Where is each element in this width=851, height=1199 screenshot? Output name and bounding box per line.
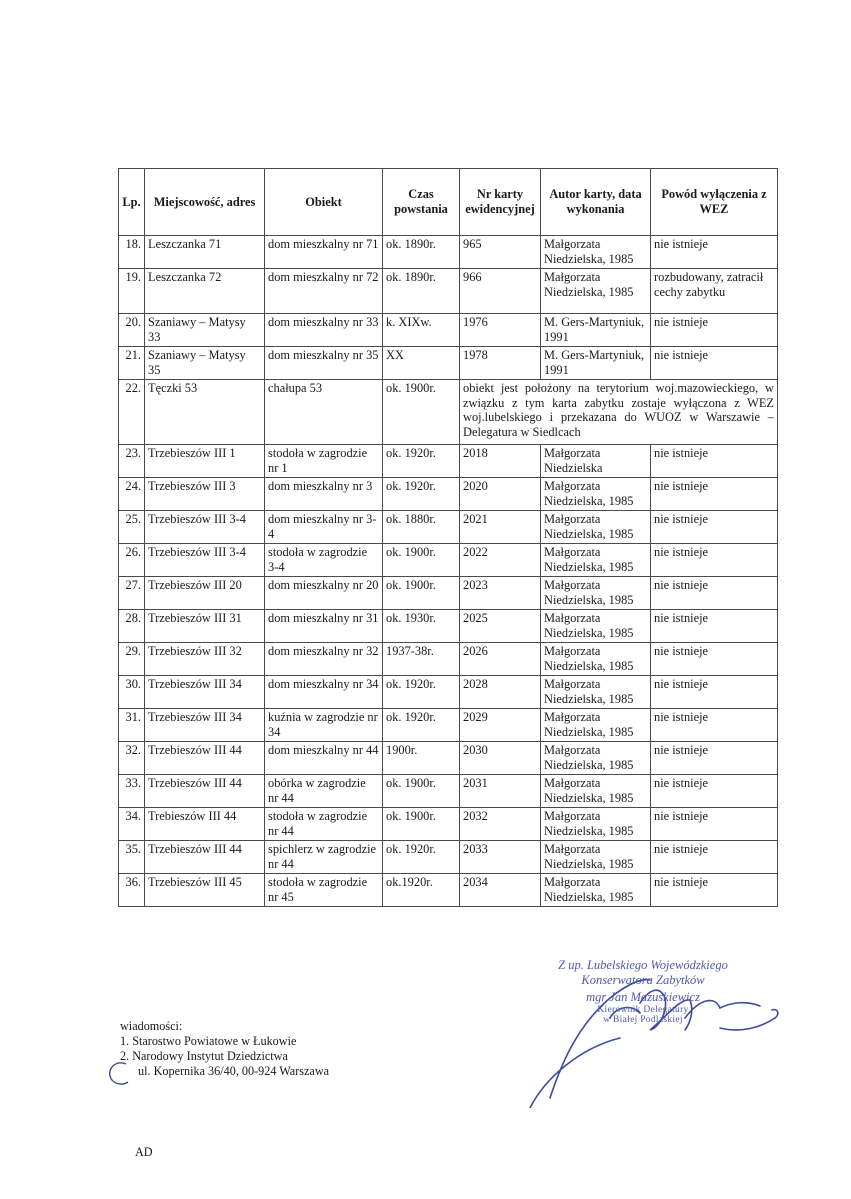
table-row <box>119 544 778 577</box>
cell-card: 2025 <box>460 610 541 643</box>
cell-place: Trzebieszów III 3-4 <box>145 511 265 544</box>
cell-card: 966 <box>460 269 541 314</box>
cell-date: ok. 1900r. <box>383 380 460 445</box>
cell-reason: nie istnieje <box>651 676 778 709</box>
cell-place: Trzebieszów III 3 <box>145 478 265 511</box>
cell-date: ok. 1900r. <box>383 808 460 841</box>
cell-card: 2030 <box>460 742 541 775</box>
cell-author: M. Gers-Martyniuk, 1991 <box>541 314 651 347</box>
cell-date: ok. 1920r. <box>383 709 460 742</box>
cell-lp: 28. <box>119 610 145 643</box>
table-row <box>119 874 778 907</box>
table-row <box>119 511 778 544</box>
cell-object: kuźnia w zagrodzie nr 34 <box>265 709 383 742</box>
cell-reason: nie istnieje <box>651 511 778 544</box>
cell-author: Małgorzata Niedzielska, 1985 <box>541 269 651 314</box>
cell-card: 2031 <box>460 775 541 808</box>
cell-place: Trzebieszów III 44 <box>145 841 265 874</box>
cell-reason: nie istnieje <box>651 236 778 269</box>
cell-place: Trzebieszów III 34 <box>145 676 265 709</box>
cell-card: 965 <box>460 236 541 269</box>
cell-object: dom mieszkalny nr 71 <box>265 236 383 269</box>
table-row <box>119 808 778 841</box>
table-row <box>119 841 778 874</box>
cell-author: Małgorzata Niedzielska, 1985 <box>541 808 651 841</box>
distribution-address: ul. Kopernika 36/40, 00-924 Warszawa <box>138 1064 330 1078</box>
table-header-row <box>119 169 778 236</box>
cell-date: ok. 1880r. <box>383 511 460 544</box>
cell-place: Leszczanka 72 <box>145 269 265 314</box>
table-row <box>119 347 778 380</box>
cell-author: Małgorzata Niedzielska, 1985 <box>541 874 651 907</box>
stamp-signatory: mgr Jan Mazuskiewicz <box>586 990 700 1004</box>
cell-card: 2018 <box>460 445 541 478</box>
cell-author: Małgorzata Niedzielska <box>541 445 651 478</box>
cell-lp: 22. <box>119 380 145 445</box>
cell-card: 2022 <box>460 544 541 577</box>
cell-place: Szaniawy – Matysy 35 <box>145 347 265 380</box>
header-place: Miejscowość, adres <box>145 169 265 236</box>
cell-transfer-note: obiekt jest położony na terytorium woj.mazowieckiego, w związku z tym karta zabytku zostaje wyłączona z WEZ woj.lubelskiego i przekazana do WUOZ w Warszawie – Delegatura w Siedlcach <box>460 380 778 445</box>
cell-date: ok. 1890r. <box>383 269 460 314</box>
cell-reason: nie istnieje <box>651 841 778 874</box>
cell-object: dom mieszkalny nr 3 <box>265 478 383 511</box>
cell-card: 2020 <box>460 478 541 511</box>
cell-author: Małgorzata Niedzielska, 1985 <box>541 544 651 577</box>
cell-date: 1937-38r. <box>383 643 460 676</box>
cell-lp: 18. <box>119 236 145 269</box>
cell-reason: nie istnieje <box>651 709 778 742</box>
cell-lp: 31. <box>119 709 145 742</box>
cell-place: Trzebieszów III 45 <box>145 874 265 907</box>
cell-object: dom mieszkalny nr 72 <box>265 269 383 314</box>
cell-object: obórka w zagrodzie nr 44 <box>265 775 383 808</box>
cell-date: ok. 1920r. <box>383 676 460 709</box>
cell-card: 2033 <box>460 841 541 874</box>
cell-date: ok. 1900r. <box>383 544 460 577</box>
cell-date: k. XIXw. <box>383 314 460 347</box>
table-row <box>119 445 778 478</box>
cell-reason: nie istnieje <box>651 347 778 380</box>
cell-author: Małgorzata Niedzielska, 1985 <box>541 742 651 775</box>
stamp-title: Kierownik Delegatury <box>597 1005 689 1015</box>
table-row <box>119 676 778 709</box>
distribution-item: 2. Narodowy Instytut Dziedzictwa <box>120 1049 288 1063</box>
cell-object: dom mieszkalny nr 20 <box>265 577 383 610</box>
table-row <box>119 380 778 445</box>
stamp-line: Z up. Lubelskiego Wojewódzkiego <box>558 958 728 972</box>
cell-card: 1976 <box>460 314 541 347</box>
cell-lp: 32. <box>119 742 145 775</box>
cell-reason: nie istnieje <box>651 610 778 643</box>
cell-place: Leszczanka 71 <box>145 236 265 269</box>
cell-date: ok. 1920r. <box>383 841 460 874</box>
header-reason: Powód wyłączenia z WEZ <box>651 169 778 236</box>
cell-place: Trzebieszów III 34 <box>145 709 265 742</box>
header-card-number: Nr karty ewidencyjnej <box>460 169 541 236</box>
cell-date: ok. 1890r. <box>383 236 460 269</box>
cell-object: spichlerz w zagrodzie nr 44 <box>265 841 383 874</box>
cell-object: dom mieszkalny nr 31 <box>265 610 383 643</box>
cell-object: dom mieszkalny nr 33 <box>265 314 383 347</box>
distribution-item: 1. Starostwo Powiatowe w Łukowie <box>120 1034 297 1048</box>
cell-lp: 23. <box>119 445 145 478</box>
cell-reason: nie istnieje <box>651 775 778 808</box>
table-row <box>119 742 778 775</box>
distribution-heading: wiadomości: <box>120 1019 183 1033</box>
table-row <box>119 314 778 347</box>
cell-lp: 21. <box>119 347 145 380</box>
cell-card: 2026 <box>460 643 541 676</box>
cell-object: dom mieszkalny nr 32 <box>265 643 383 676</box>
cell-place: Szaniawy – Matysy 33 <box>145 314 265 347</box>
table-row <box>119 478 778 511</box>
cell-lp: 30. <box>119 676 145 709</box>
cell-place: Trzebieszów III 3-4 <box>145 544 265 577</box>
table-row <box>119 236 778 269</box>
cell-card: 2028 <box>460 676 541 709</box>
cell-reason: rozbudowany, zatracił cechy zabytku <box>651 269 778 314</box>
table-row <box>119 709 778 742</box>
cell-date: ok. 1900r. <box>383 775 460 808</box>
cell-author: Małgorzata Niedzielska, 1985 <box>541 709 651 742</box>
cell-lp: 24. <box>119 478 145 511</box>
cell-object: stodoła w zagrodzie nr 1 <box>265 445 383 478</box>
cell-lp: 33. <box>119 775 145 808</box>
cell-object: dom mieszkalny nr 44 <box>265 742 383 775</box>
cell-author: Małgorzata Niedzielska, 1985 <box>541 478 651 511</box>
cell-date: ok.1920r. <box>383 874 460 907</box>
cell-author: Małgorzata Niedzielska, 1985 <box>541 236 651 269</box>
cell-object: stodoła w zagrodzie nr 45 <box>265 874 383 907</box>
cell-lp: 36. <box>119 874 145 907</box>
header-date: Czas powstania <box>383 169 460 236</box>
register-table <box>118 168 778 907</box>
cell-card: 2034 <box>460 874 541 907</box>
cell-object: dom mieszkalny nr 34 <box>265 676 383 709</box>
cell-card: 2021 <box>460 511 541 544</box>
cell-card: 1978 <box>460 347 541 380</box>
stamp-office: w Białej Podlaskiej <box>603 1015 683 1025</box>
cell-card: 2029 <box>460 709 541 742</box>
cell-reason: nie istnieje <box>651 478 778 511</box>
cell-card: 2032 <box>460 808 541 841</box>
cell-object: dom mieszkalny nr 35 <box>265 347 383 380</box>
cell-object: stodoła w zagrodzie 3-4 <box>265 544 383 577</box>
cell-reason: nie istnieje <box>651 445 778 478</box>
cell-place: Trzebieszów III 32 <box>145 643 265 676</box>
cell-place: Trzebieszów III 1 <box>145 445 265 478</box>
cell-author: Małgorzata Niedzielska, 1985 <box>541 610 651 643</box>
cell-date: ok. 1920r. <box>383 478 460 511</box>
cell-author: Małgorzata Niedzielska, 1985 <box>541 511 651 544</box>
cell-object: dom mieszkalny nr 3-4 <box>265 511 383 544</box>
cell-lp: 29. <box>119 643 145 676</box>
cell-card: 2023 <box>460 577 541 610</box>
table-row <box>119 643 778 676</box>
header-author: Autor karty, data wykonania <box>541 169 651 236</box>
cell-reason: nie istnieje <box>651 643 778 676</box>
cell-reason: nie istnieje <box>651 874 778 907</box>
cell-date: ok. 1900r. <box>383 577 460 610</box>
cell-author: Małgorzata Niedzielska, 1985 <box>541 676 651 709</box>
cell-lp: 34. <box>119 808 145 841</box>
cell-object: chałupa 53 <box>265 380 383 445</box>
cell-date: ok. 1920r. <box>383 445 460 478</box>
header-lp: Lp. <box>119 169 145 236</box>
cell-place: Trzebieszów III 31 <box>145 610 265 643</box>
cell-date: 1900r. <box>383 742 460 775</box>
header-object: Obiekt <box>265 169 383 236</box>
cell-reason: nie istnieje <box>651 544 778 577</box>
cell-lp: 27. <box>119 577 145 610</box>
cell-reason: nie istnieje <box>651 577 778 610</box>
cell-lp: 35. <box>119 841 145 874</box>
cell-author: Małgorzata Niedzielska, 1985 <box>541 643 651 676</box>
cell-reason: nie istnieje <box>651 742 778 775</box>
cell-lp: 19. <box>119 269 145 314</box>
cell-place: Trzebieszów III 44 <box>145 742 265 775</box>
cell-lp: 20. <box>119 314 145 347</box>
handwritten-circle-mark <box>104 1058 134 1088</box>
cell-author: Małgorzata Niedzielska, 1985 <box>541 577 651 610</box>
table-row <box>119 269 778 314</box>
cell-author: Małgorzata Niedzielska, 1985 <box>541 775 651 808</box>
cell-author: M. Gers-Martyniuk, 1991 <box>541 347 651 380</box>
cell-author: Małgorzata Niedzielska, 1985 <box>541 841 651 874</box>
cell-lp: 25. <box>119 511 145 544</box>
author-initials: AD <box>135 1145 153 1159</box>
official-stamp <box>518 958 768 1025</box>
cell-date: XX <box>383 347 460 380</box>
cell-place: Trzebieszów III 20 <box>145 577 265 610</box>
cell-place: Trebieszów III 44 <box>145 808 265 841</box>
cell-reason: nie istnieje <box>651 314 778 347</box>
cell-date: ok. 1930r. <box>383 610 460 643</box>
cell-object: stodoła w zagrodzie nr 44 <box>265 808 383 841</box>
stamp-line: Konserwatora Zabytków <box>581 973 705 987</box>
cell-reason: nie istnieje <box>651 808 778 841</box>
cell-place: Trzebieszów III 44 <box>145 775 265 808</box>
table-row <box>119 775 778 808</box>
distribution-list <box>120 1019 329 1079</box>
cell-place: Tęczki 53 <box>145 380 265 445</box>
cell-lp: 26. <box>119 544 145 577</box>
table-row <box>119 610 778 643</box>
table-row <box>119 577 778 610</box>
